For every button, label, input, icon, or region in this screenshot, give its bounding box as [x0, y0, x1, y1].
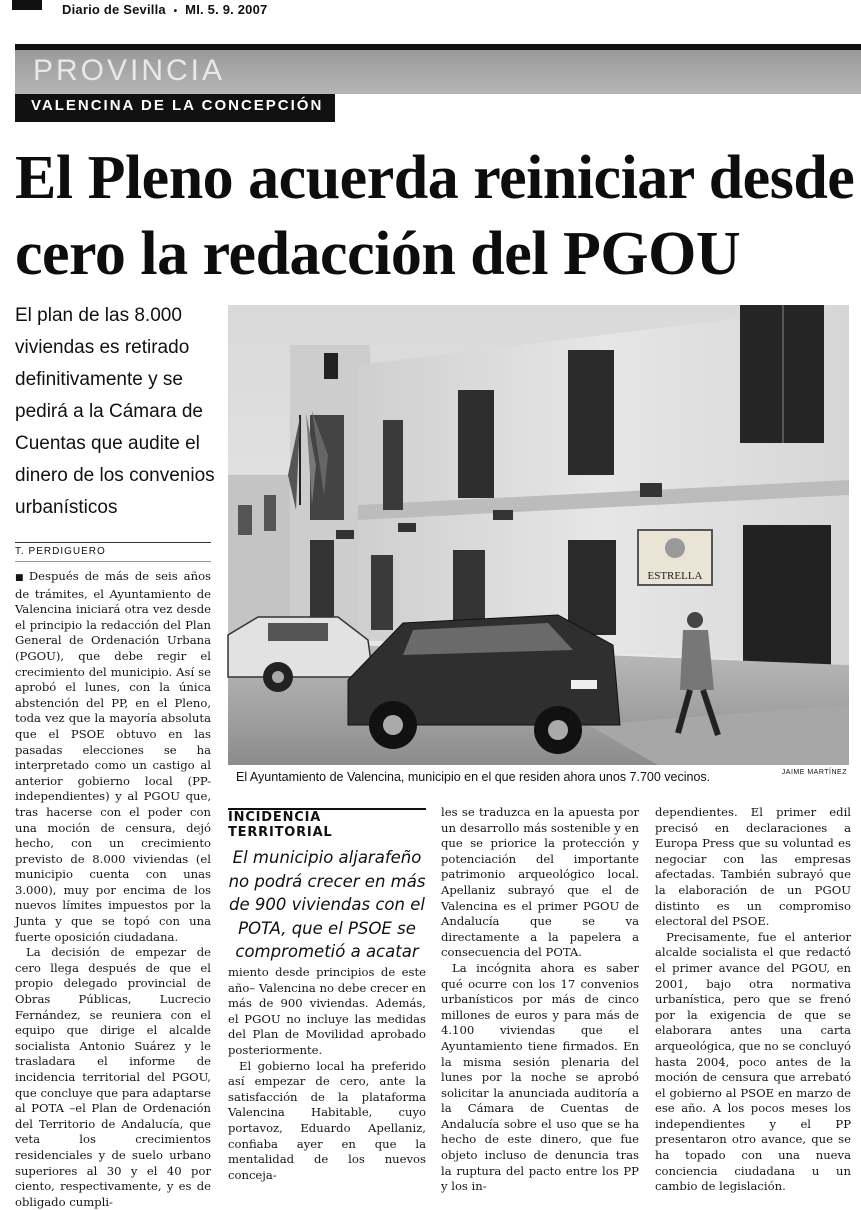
plaque-text: ESTRELLA	[647, 570, 703, 582]
paragraph: miento desde principios de este año– Valencina no debe crecer en más de 900 viviendas. Además, el PGOU no incluye las medidas del Plan de Movilidad aprobado posteriormente.	[228, 965, 426, 1057]
sidebar-label: INCIDENCIA TERRITORIAL	[228, 810, 333, 840]
article-column-1	[15, 569, 211, 1210]
photo-credit: JAIME MARTÍNEZ	[781, 769, 847, 776]
caption-text: El Ayuntamiento de Valencina, municipio en el que residen ahora unos 7.700 vecinos.	[236, 770, 711, 784]
paragraph: El gobierno local ha preferido así empezar de cero, ante la satisfacción de la plataforma Valencina Habitable, cuyo portavoz, Eduardo Apellaniz, confiaba ayer en que la mentalidad de los nuevos conceja-	[228, 1058, 426, 1182]
section-title: PROVINCIA	[33, 54, 226, 87]
paragraph: Precisamente, fue el anterior alcalde socialista el que redactó el primer avance del PGOU, en 2001, bajo otra normativa urbanística, pero que se frenó por la exigencia de que se elaborara antes una carta arqueológica, que no se concluyó hasta 2004, poco antes de la moción de censura que arrebató el gobierno al PSOE en marzo de ese año. A los pocos meses los independientes y el PP presentaron otro avance, que se ha topado con una nueva conciencia ciudadana u un cambio de legislación.	[655, 929, 851, 1194]
paragraph	[15, 569, 211, 945]
subheadline: El plan de las 8.000 viviendas es retirado definitivamente y se pedirá a la Cámara de Cuentas que audite el dinero de los convenios urbanísticos	[15, 305, 215, 518]
photo-illustration	[228, 305, 849, 765]
headline: El Pleno acuerda reiniciar desde cero la redacción del PGOU	[15, 144, 855, 288]
town-hall-photo	[228, 305, 849, 765]
byline-rule	[15, 542, 211, 543]
page-corner-tab	[12, 0, 42, 10]
kicker: VALENCINA DE LA CONCEPCIÓN	[15, 94, 335, 122]
bullet-square: ■	[15, 573, 26, 583]
article-column-3	[441, 805, 639, 1195]
paragraph: La incógnita ahora es saber qué ocurre con los 17 convenios urbanísticos por más de cinco millones de euros y para más de 4.100 viviendas que el Ayuntamiento tiene firmados. En la misma sesión plenaria del lunes por la noche se aprobó solicitar la anunciada auditoría a la Cámara de Cuentas de Andalucía sobre el uso que se ha hecho de este dinero, que fue objeto incluso de denuncia tras la ruptura del pacto entre los PP y los in-	[441, 960, 639, 1194]
byline: T. PERDIGUERO	[15, 546, 106, 557]
article-column-2	[228, 965, 426, 1183]
article-column-4	[655, 805, 851, 1195]
sidebar-quote: El municipio aljarafeño no podrá crecer en más de 900 viviendas con el POTA, que el PSOE se comprometió a acatar	[228, 848, 426, 961]
photo-caption	[228, 767, 849, 789]
masthead-meta	[62, 2, 267, 17]
paragraph: La decisión de empezar de cero llega después de que el propio delegado provincial de Obras Públicas, Lucrecio Fernández, se reuniera con el equipo que dirige el alcalde socialista Antonio Suárez y le trasladara el informe de incidencia territorial del PGOU, que concluye que para adaptarse al POTA –el Plan de Ordenación del Territorio de Andalucía, que veta los crecimientos residenciales y de suelo urbano superiores al 30 y el 40 por ciento, respectivamente, y es de obligado cumpli-	[15, 945, 211, 1209]
issue-date: MI. 5. 9. 2007	[185, 2, 268, 17]
paragraph: les se traduzca en la apuesta por un desarrollo más sostenible y en que se priorice la protección y potenciación del importante patrimonio arqueológico local. Apellaniz subrayó que el de Valencina es el primer PGOU de Andalucía que se va directamente a la papelera a consecuencia del POTA.	[441, 805, 639, 960]
paragraph-text: Después de más de seis años de trámites, el Ayuntamiento de Valencina iniciará otra vez desde el principio la redacción del Plan General de Ordenación Urbana (PGOU), que debe regir el crecimiento del municipio. Así se aprobó el lunes, con la única abstención del PP, en el Pleno, toda vez que la mayoría absoluta que el PSOE obtuvo en las pasadas elecciones se ha interpretado como un castigo al anterior gobierno local (PP-independientes) y al PGOU que, tras hacerse con el poder con una moción de censura, dejó hecho, con un crecimiento previsto de 8.000 viviendas (el municipio cuenta con unas 3.000), muy por encima de los nuevos límites impuestos por la Junta y que se topó con una fuerte oposición ciudadana.	[15, 569, 211, 944]
paragraph: dependientes. El primer edil precisó en declaraciones a Europa Press que su voluntad es negociar con las empresas afectadas. También subrayó que la elaboración de un PGOU distinto es un compromiso electoral del PSOE.	[655, 805, 851, 929]
running-header	[0, 0, 861, 22]
newspaper-name: Diario de Sevilla	[62, 2, 166, 17]
separator: •	[173, 6, 178, 17]
section-band	[15, 50, 861, 94]
sidebar-box	[228, 810, 426, 960]
byline-rule-bottom	[15, 561, 211, 562]
